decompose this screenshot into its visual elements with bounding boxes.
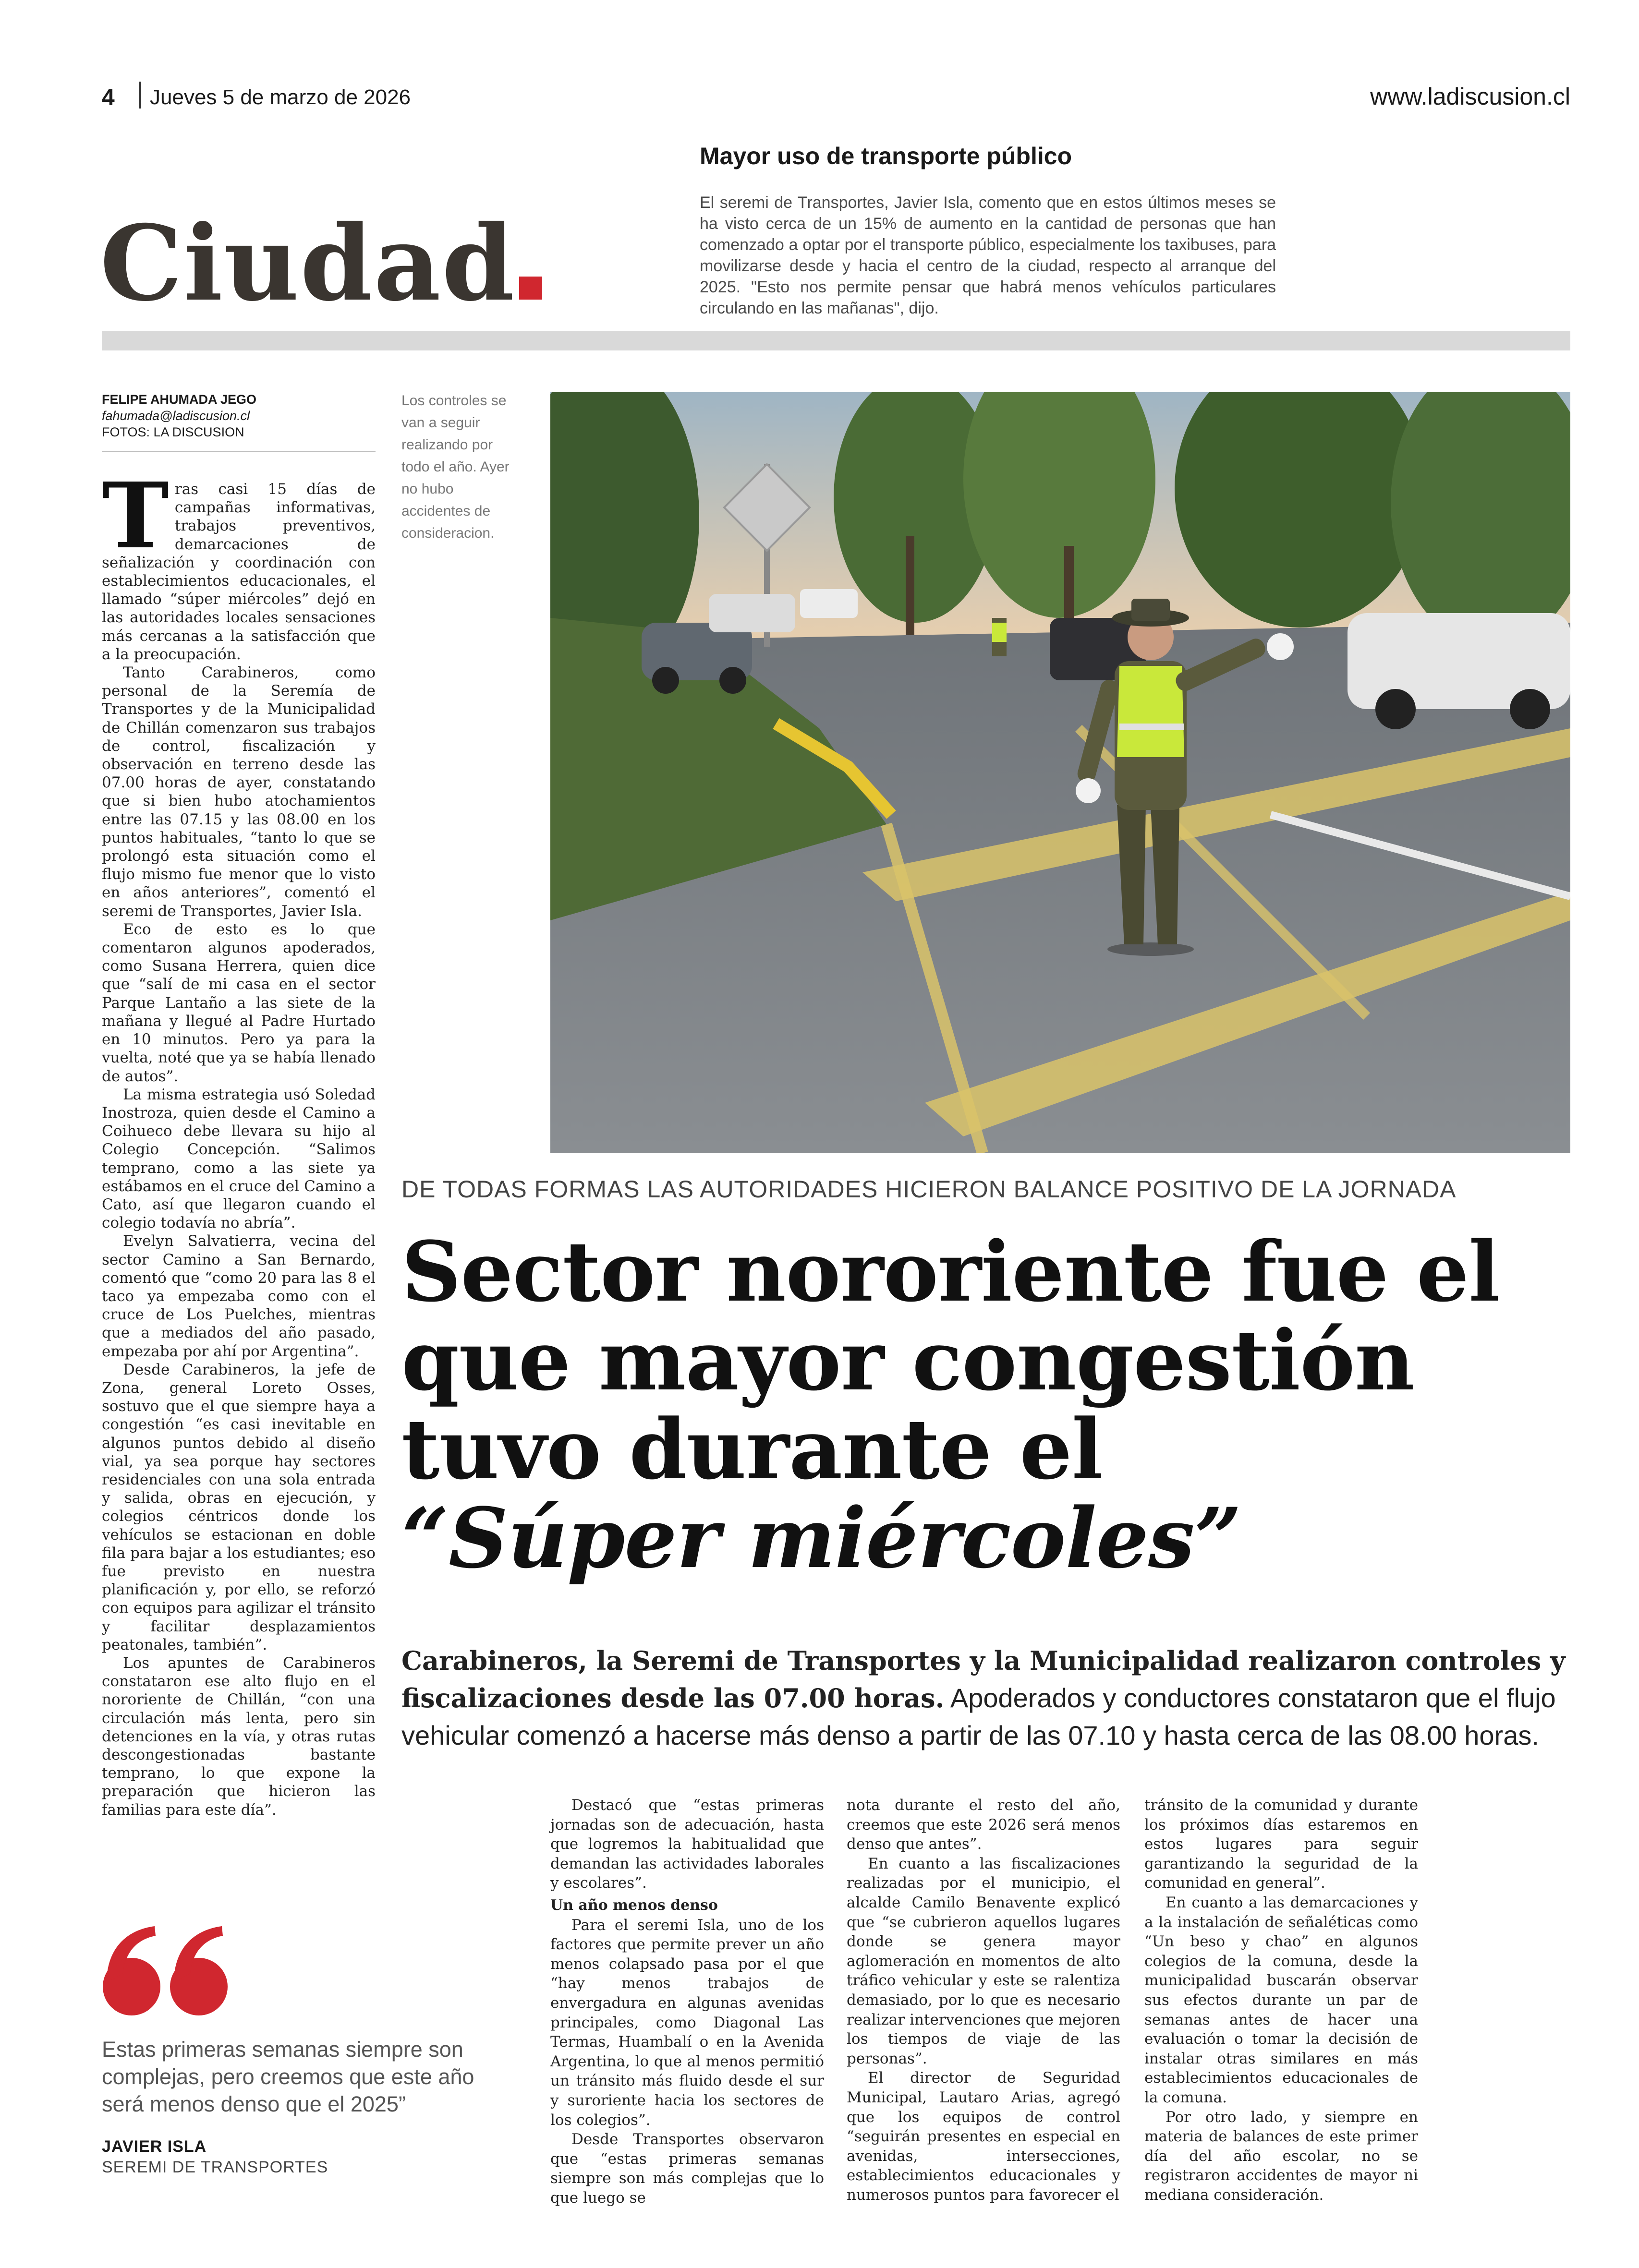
article-column-3 bbox=[847, 1796, 1120, 2205]
headline-line: tuvo durante el bbox=[401, 1400, 1103, 1498]
article-paragraph: tránsito de la comunidad y durante los próximos días estaremos en estos lugares para seguir garantizando la seguridad de la comunidad en general”. bbox=[1144, 1797, 1418, 1892]
section-dot-icon bbox=[519, 277, 542, 300]
pull-quote-role: SEREMI DE TRANSPORTES bbox=[102, 2158, 328, 2176]
section-title-text: Ciudad bbox=[100, 202, 516, 324]
photo-illustration bbox=[550, 392, 1570, 1153]
author-name: FELIPE AHUMADA JEGO bbox=[102, 392, 257, 407]
article-paragraph: Los apuntes de Carabineros constataron ese alto flujo en el nororiente de Chillán, “con una circulación más lenta, pero sin detenciones en la vía, y otras rutas descongestionadas bastante temprano, lo que expone la preparación que hicieron las familias para este día”. bbox=[102, 1654, 376, 1819]
photo-credit: FOTOS: LA DISCUSION bbox=[102, 425, 244, 439]
deck-bold: Carabineros, la Seremi de Transportes y la Municipalidad realizaron controles y fiscalizaciones desde las 07.00 horas. bbox=[401, 1645, 1566, 1713]
article-paragraph: El director de Seguridad Municipal, Lautaro Arias, agregó que los equipos de control “seguirán presentes en especial en avenidas, intersecciones, establecimientos educacionales y numerosos puntos para favorecer el bbox=[847, 2069, 1120, 2204]
section-title bbox=[100, 202, 542, 324]
byline bbox=[102, 391, 256, 440]
article-subhead: Un año menos denso bbox=[550, 1896, 718, 1914]
article-paragraph: Evelyn Salvatierra, vecina del sector Camino a San Bernardo, comentó que “como 20 para las 8 el taco ya empezaba como con el cruce de Los Puelches, mientras que a mediados del año pasado, empezaba por ahí por Argentina”. bbox=[102, 1232, 376, 1360]
article-column-4 bbox=[1144, 1796, 1418, 2205]
article-paragraph: La misma estrategia usó Soledad Inostroza, quien desde el Camino a Coihueco debe llevara su hijo al Colegio Concepción. “Salimos temprano, como a las siete ya estábamos en el cruce del Camino a Cato, así que llegaron cuando el colegio todavía no abría”. bbox=[102, 1086, 376, 1232]
sidebar-title: Mayor uso de transporte público bbox=[700, 143, 1072, 169]
article-photo bbox=[550, 392, 1570, 1153]
article-paragraph: Por otro lado, y siempre en materia de balances de este primer día del año escolar, no se registraron accidentes de mayor ni mediana consideración. bbox=[1144, 2108, 1418, 2204]
deck-subtitle bbox=[401, 1642, 1570, 1754]
photo-caption: Los controles se van a seguir realizando por todo el año. Ayer no hubo accidentes de consideracion. bbox=[401, 393, 510, 541]
article-paragraph: Desde Transportes observaron que “estas primeras semanas siempre son más complejas que lo que luego se bbox=[550, 2131, 824, 2207]
headline-line-italic: “Súper miércoles” bbox=[401, 1489, 1241, 1587]
lead-text: ras casi 15 días de campañas informativas, trabajos preventivos, demarcaciones de señalización y coordinación con establecimientos educacionales, el llamado “súper miércoles” dejó en las autoridades locales sensaciones más cercanas a la satisfacción que a la preocupación. bbox=[102, 481, 376, 663]
pull-quote-text: Estas primeras semanas siempre son complejas, pero creemos que este año será menos denso que el 2025” bbox=[102, 2037, 474, 2116]
article-paragraph: Eco de esto es lo que comentaron algunos apoderados, como Susana Herrera, quien dice que “salí de mi casa en el sector Parque Lantaño a las siete de la mañana y llegué al Padre Hurtado en 10 minutos. Pero ya para la vuelta, noté que ya se había llenado de autos”. bbox=[102, 920, 376, 1085]
page-number: 4 bbox=[102, 85, 115, 110]
article-paragraph: En cuanto a las demarcaciones y a la instalación de señaléticas como “Un beso y chao” en algunos colegios de la comuna, desde la municipalidad buscarán observar sus efectos durante un par de semanas antes de hacer una evaluación o tomar la decisión de instalar otras similares en más establecimientos educacionales de la comuna. bbox=[1144, 1894, 1418, 2106]
website-link[interactable]: www.ladiscusion.cl bbox=[1370, 83, 1570, 110]
article-paragraph: nota durante el resto del año, creemos que este 2026 será menos denso que antes”. bbox=[847, 1797, 1120, 1853]
publication-date: Jueves 5 de marzo de 2026 bbox=[150, 85, 411, 109]
article-paragraph: En cuanto a las fiscalizaciones realizadas por el municipio, el alcalde Camilo Benavente explicó que “se cubrieron aquellos lugares donde se genera mayor aglomeración en momentos de alto tráfico vehicular y este se ralentiza demasiado, por lo que es necesario realizar intervenciones que mejoren los tiempos de viaje de las personas”. bbox=[847, 1855, 1120, 2067]
headline bbox=[401, 1223, 1570, 1587]
article-paragraph bbox=[102, 463, 376, 664]
header-divider-bar bbox=[102, 331, 1570, 350]
header-divider bbox=[139, 82, 141, 109]
byline-rule bbox=[102, 451, 376, 452]
headline-line: Sector nororiente fue el bbox=[401, 1223, 1500, 1320]
article-paragraph: Tanto Carabineros, como personal de la Seremía de Transportes y de la Municipalidad de Chillán comenzaron sus trabajos de control, fiscalización y observación en terreno desde las 07.00 horas de ayer, constatando que si bien hubo atochamientos entre las 07.15 y las 08.00 en los puntos habituales, “tanto lo que se prolongó esta situación como el flujo mismo fue menor que lo visto en años anteriores”, comentó el seremi de Transportes, Javier Isla. bbox=[102, 664, 376, 920]
kicker: DE TODAS FORMAS LAS AUTORIDADES HICIERON BALANCE POSITIVO DE LA JORNADA bbox=[401, 1176, 1457, 1203]
article-paragraph: Para el seremi Isla, uno de los factores que permite prever un año menos colapsado pasa por el que “hay menos trabajos de envergadura en algunas avenidas principales, como Diagonal Las Termas, Huambalí o en la Avenida Argentina, lo que al menos permitió un tránsito más fluido desde el sur y suroriente hacia los sectores de los colegios”. bbox=[550, 1916, 824, 2129]
sidebar-text: El seremi de Transportes, Javier Isla, comento que en estos últimos meses se ha visto cerca de un 15% de aumento en la cantidad de personas que han comenzado a optar por el transporte público, especialmente los taxibuses, para movilizarse desde y hacia el centro de la ciudad, respecto al arranque del 2025. "Esto nos permite pensar que habrá menos vehículos particulares circulando en las mañanas", dijo. bbox=[700, 193, 1276, 317]
article-column-2 bbox=[550, 1796, 824, 2208]
deck-text: Apoderados y conductores constataron que el flujo vehicular comenzó a hacerse más denso a partir de las 07.10 y hasta cerca de las 08.00 horas. bbox=[401, 1683, 1556, 1750]
headline-line: que mayor congestión bbox=[401, 1312, 1414, 1409]
author-email[interactable]: fahumada@ladiscusion.cl bbox=[102, 409, 250, 423]
article-paragraph: Desde Carabineros, la jefe de Zona, general Loreto Osses, sostuvo que el que siempre haya a congestión “es casi inevitable en algunos puntos debido al diseño vial, ya sea porque hay sectores residenciales con una sola entrada y salida, obras en ejecución, y colegios céntricos donde los vehículos se estacionan en doble fila para bajar a los estudiantes; eso fue previsto en nuestra planificación y, por ello, se reforzó con equipos para agilizar el tránsito y facilitar desplazamientos peatonales, también”. bbox=[102, 1361, 376, 1653]
quote-mark-icon bbox=[102, 1925, 231, 2016]
drop-cap: T bbox=[102, 463, 169, 569]
pull-quote-author: JAVIER ISLA bbox=[102, 2137, 207, 2156]
article-paragraph: Destacó que “estas primeras jornadas son de adecuación, hasta que logremos la habitualidad que demandan las actividades laborales y escolares”. bbox=[550, 1797, 824, 1892]
article-column-1 bbox=[102, 463, 376, 1819]
